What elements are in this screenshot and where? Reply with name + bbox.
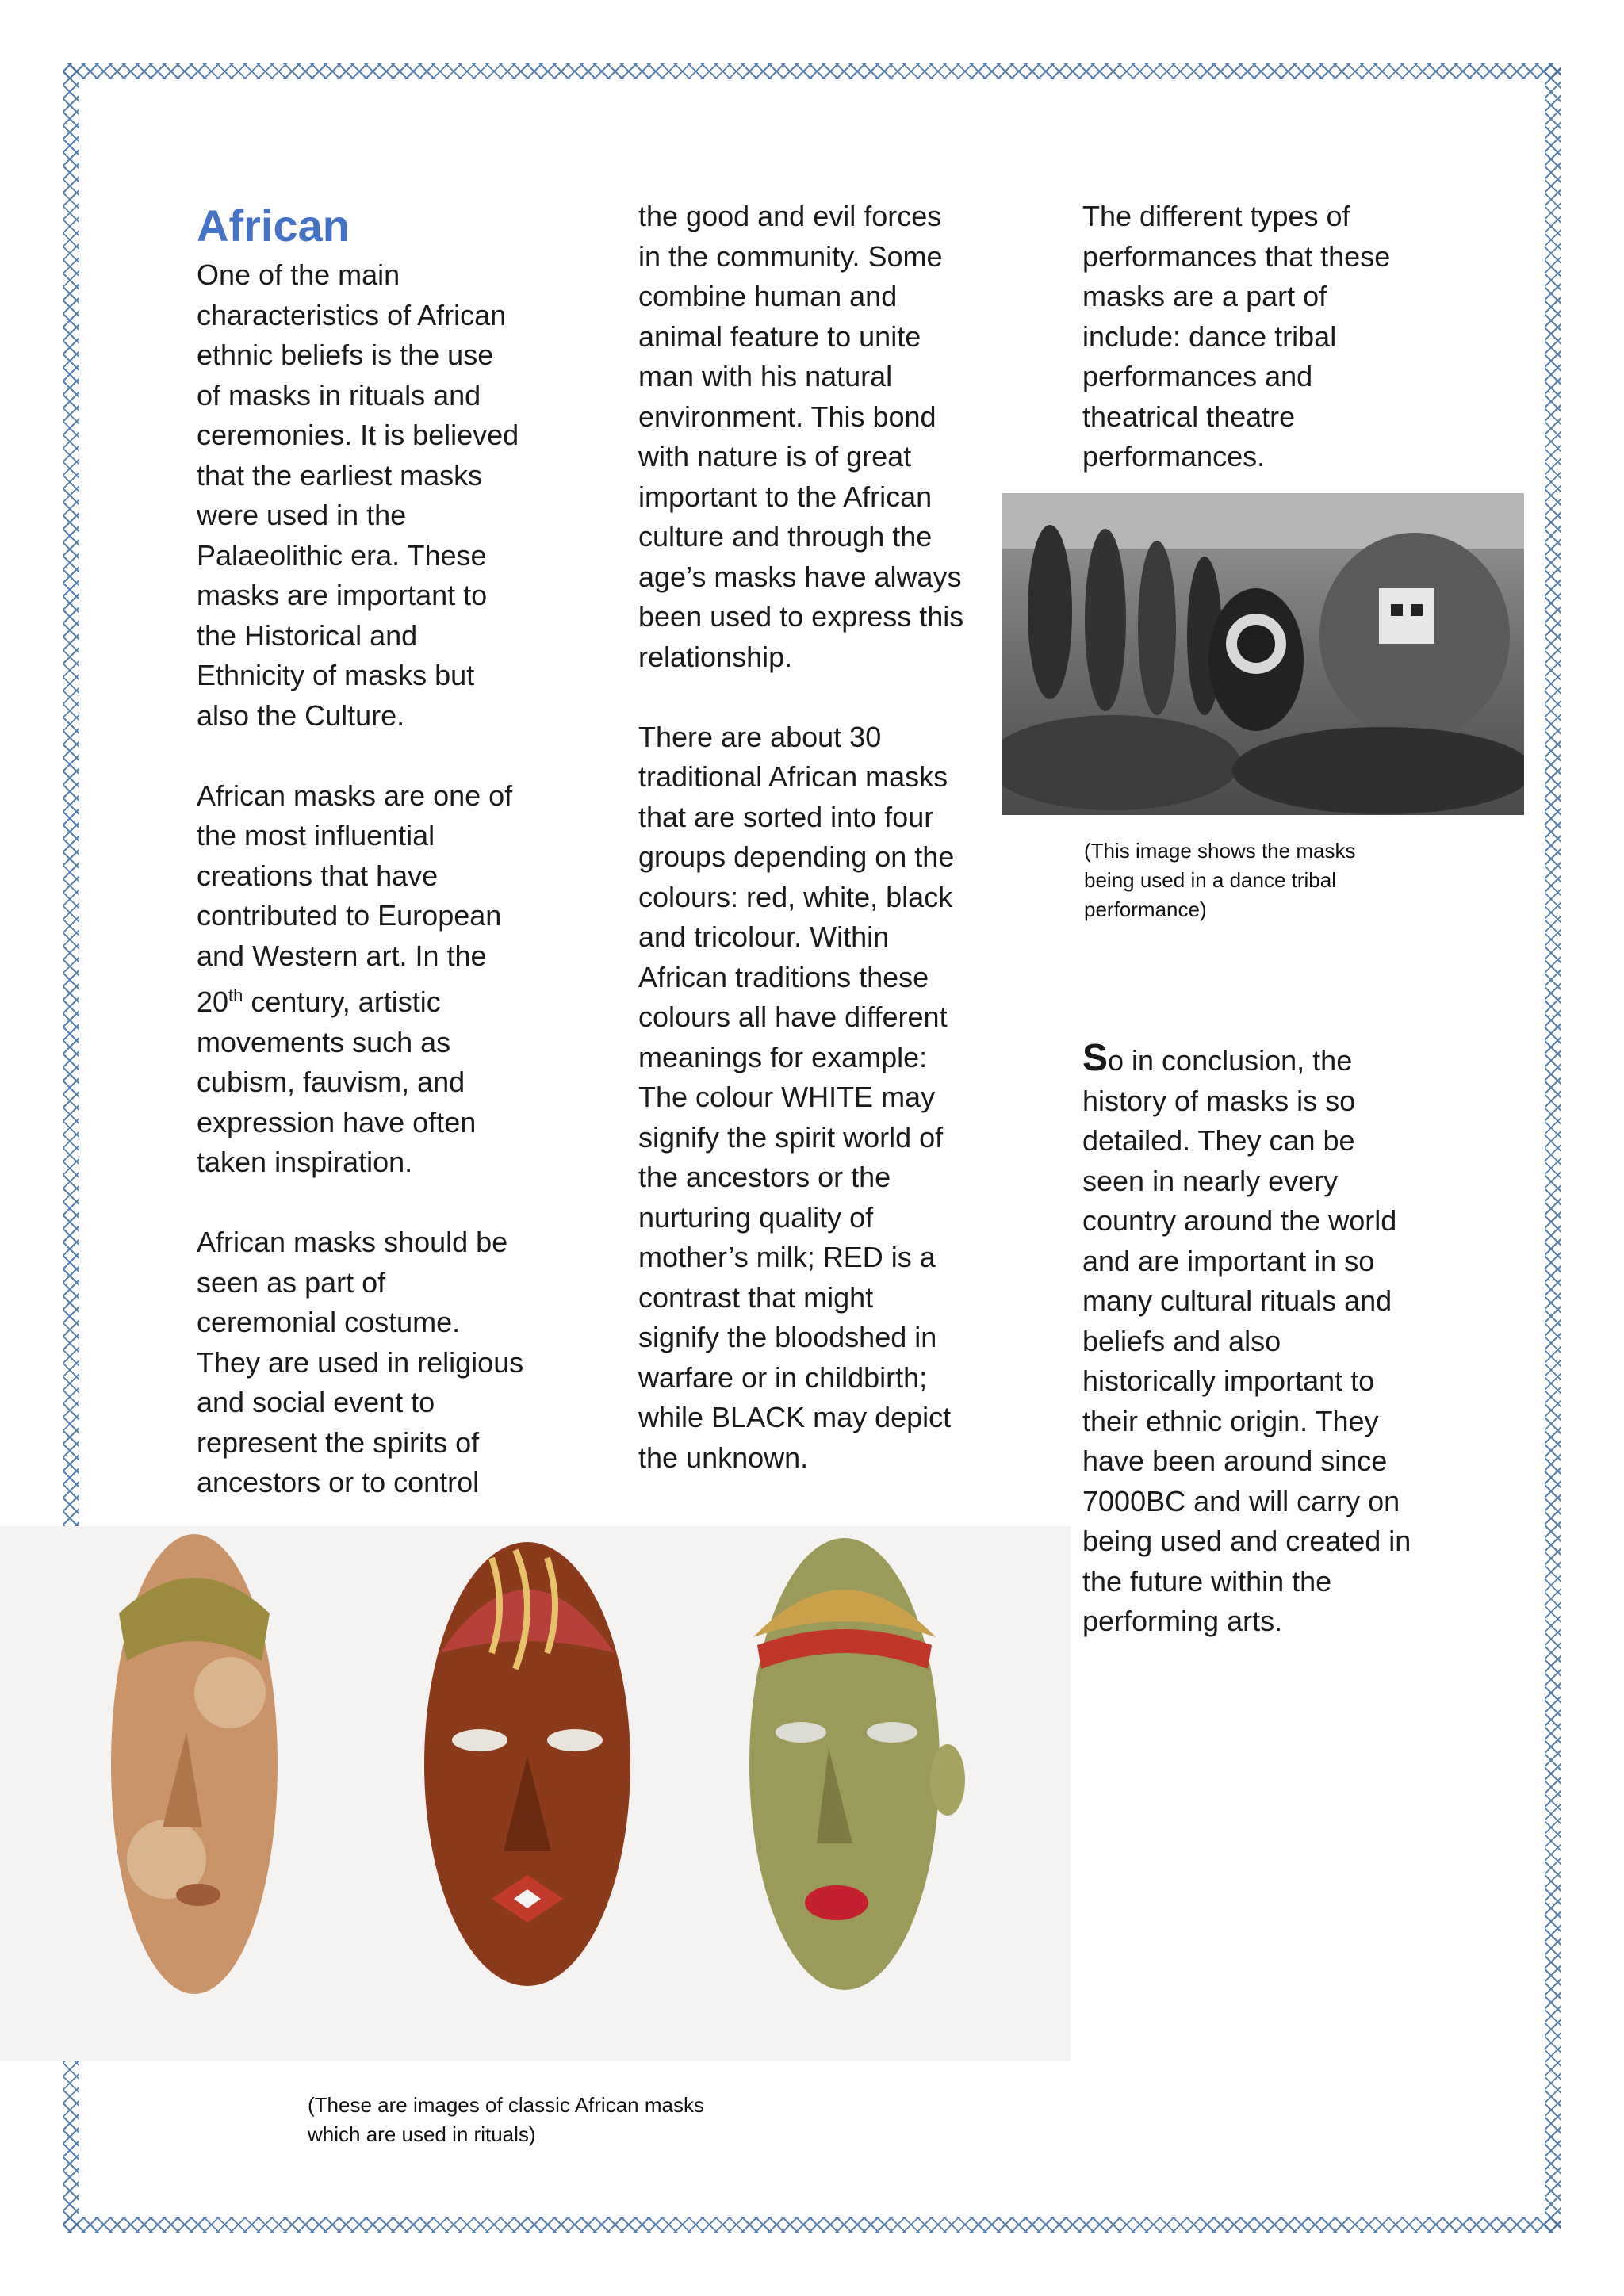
- page-border-right: [1545, 63, 1561, 2233]
- page-border-top: [63, 63, 1561, 79]
- column-1-text: [197, 255, 546, 1503]
- conclusion-body: o in conclusion, the history of masks is so detailed. They can be seen in nearly every country around the world and are important in so many cultural rituals and beliefs and also historically important to their ethnic origin. They have been around since 7000BC and will carry on being used and created in the future within the performing arts.: [1082, 1044, 1411, 1637]
- century-superscript: th: [228, 985, 243, 1005]
- col1-paragraphs: One of the main characteristics of African ethnic beliefs is the use of masks in rituals and ceremonies. It is believed that the earliest masks were used in the Palaeolithic era. These masks are important to the Historical and Ethnicity of masks but also the Culture. African masks are one of the most influential creations that have contributed to European and Western art. In the: [197, 258, 519, 972]
- century-rest: century, artistic: [243, 985, 441, 1018]
- conclusion-initial: S: [1082, 1037, 1109, 1079]
- col1-tail: movements such as cubism, fauvism, and expression have often taken inspiration. African masks should be seen as part of ceremonial costume. They are used in religious and social event to represent the spirits of ancestors or to control: [197, 1025, 524, 1498]
- column-2-text: the good and evil forces in the community. Some combine human and animal feature to unite man with his natural environment. This bond with nature is of great important to the African culture and through the age’s masks have always been used to express this relationship. There are about 30 traditional African masks that are sorted into four groups depending on the colours: red, white, black and tricolour. Within African traditions these colours all have different meanings for example: The colour WHITE may signify the spirit world of the ancestors or the nurturing quality of mother’s milk; RED is a contrast that might signify the bloodshed in warfare or in childbirth; while BLACK may depict the unknown.: [638, 200, 964, 1474]
- conclusion-text: [1082, 1039, 1447, 1642]
- century-number: 20: [197, 985, 229, 1018]
- masks-photo-caption: (These are images of classic African masks which are used in rituals): [308, 2093, 704, 2146]
- column-3-text: The different types of performances that these masks are a part of include: dance tribal performances and theatrical theatre performances.: [1082, 200, 1391, 473]
- african-masks-photo: [0, 1526, 1071, 2061]
- page-border-bottom: [63, 2217, 1561, 2233]
- dance-photo-caption: (This image shows the masks being used in a dance tribal performance): [1084, 839, 1356, 921]
- dance-performance-photo: [1002, 493, 1524, 815]
- page-title: African: [197, 201, 350, 251]
- century-line: [197, 985, 441, 1018]
